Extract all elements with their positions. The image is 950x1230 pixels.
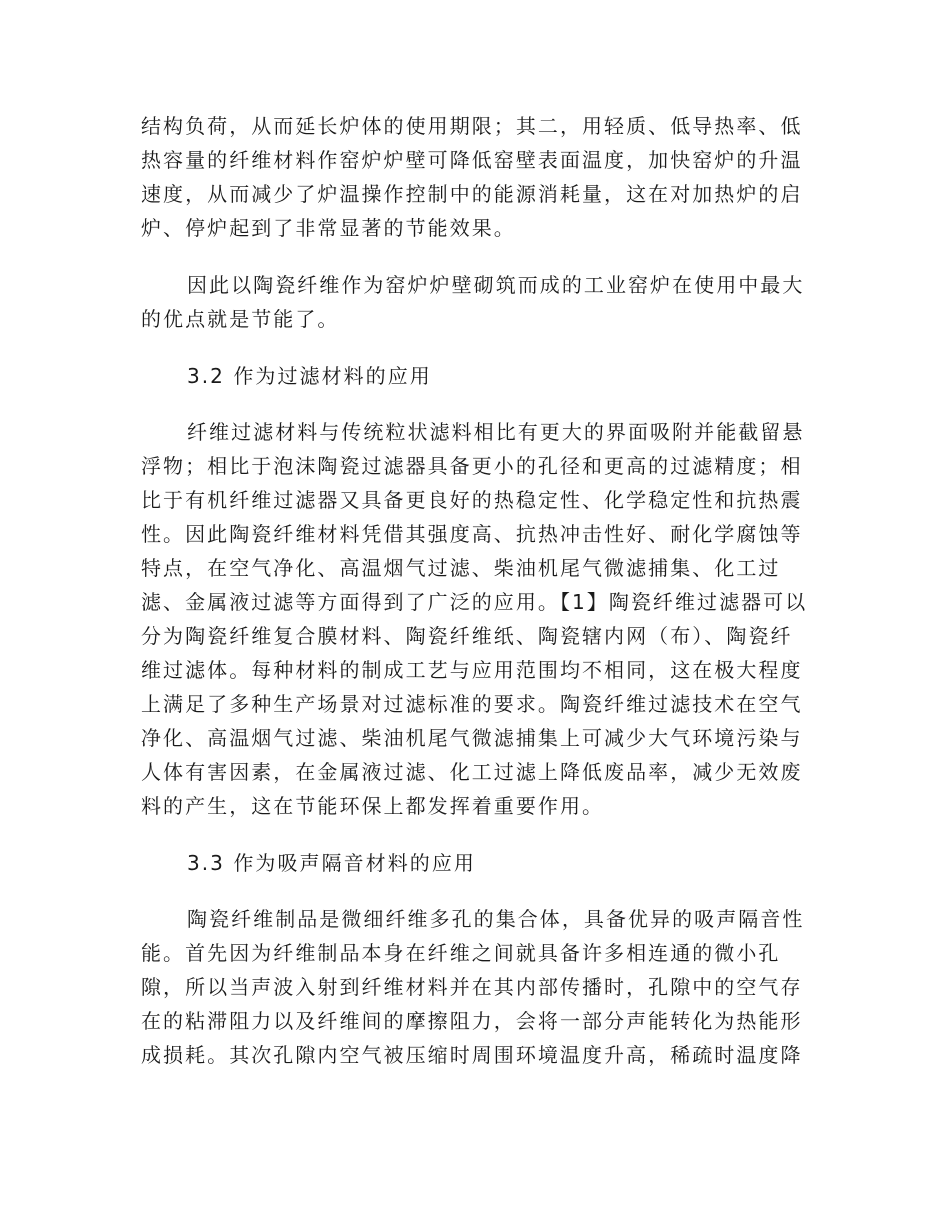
- paragraph: [141, 268, 809, 336]
- heading-text: 3.2 作为过滤材料的应用: [187, 364, 432, 388]
- text-line: 料的产生，这在节能环保上都发挥着重要作用。: [141, 794, 605, 818]
- heading-text: 3.3 作为吸声隔音材料的应用: [187, 851, 476, 875]
- text-line: 成损耗。其次孔隙内空气被压缩时周围环境温度升高，稀疏时温度降: [141, 1043, 803, 1067]
- text-line: 上满足了多种生产场景对过滤标准的要求。陶瓷纤维过滤技术在空气: [141, 692, 803, 716]
- document-page: [141, 109, 809, 1072]
- section-heading: [141, 359, 809, 393]
- text-line: 热容量的纤维材料作窑炉炉壁可降低窑壁表面温度，加快窑炉的升温: [141, 148, 803, 172]
- text-line: 炉、停炉起到了非常显著的节能效果。: [141, 216, 516, 240]
- text-line: 速度，从而减少了炉温操作控制中的能源消耗量，这在对加热炉的启: [141, 182, 803, 206]
- section-heading: [141, 846, 809, 880]
- text-line: 能。首先因为纤维制品本身在纤维之间就具备许多相连通的微小孔: [141, 941, 781, 965]
- text-line: 性。因此陶瓷纤维材料凭借其强度高、抗热冲击性好、耐化学腐蚀等: [141, 522, 803, 546]
- text-line: 的优点就是节能了。: [141, 307, 340, 331]
- text-line: 在的粘滞阻力以及纤维间的摩擦阻力，会将一部分声能转化为热能形: [141, 1009, 803, 1033]
- text-line: 比于有机纤维过滤器又具备更良好的热稳定性、化学稳定性和抗热震: [141, 488, 803, 512]
- text-line: 纤维过滤材料与传统粒状滤料相比有更大的界面吸附并能截留悬: [187, 420, 805, 444]
- text-line: 净化、高温烟气过滤、柴油机尾气微滤捕集上可减少大气环境污染与: [141, 726, 803, 750]
- paragraph: [141, 415, 809, 823]
- text-line: 分为陶瓷纤维复合膜材料、陶瓷纤维纸、陶瓷辖内网（布）、陶瓷纤: [141, 624, 793, 648]
- text-line: 隙，所以当声波入射到纤维材料并在其内部传播时，孔隙中的空气存: [141, 975, 803, 999]
- text-line: 陶瓷纤维制品是微细纤维多孔的集合体，具备优异的吸声隔音性: [187, 907, 805, 931]
- text-line: 人体有害因素，在金属液过滤、化工过滤上降低废品率，减少无效废: [141, 760, 803, 784]
- text-line: 滤、金属液过滤等方面得到了广泛的应用。【1】陶瓷纤维过滤器可以: [141, 590, 808, 614]
- text-line: 维过滤体。每种材料的制成工艺与应用范围均不相同，这在极大程度: [141, 658, 803, 682]
- text-line: 浮物；相比于泡沫陶瓷过滤器具备更小的孔径和更高的过滤精度；相: [141, 454, 803, 478]
- text-line: 特点，在空气净化、高温烟气过滤、柴油机尾气微滤捕集、化工过: [141, 556, 781, 580]
- text-line: 因此以陶瓷纤维作为窑炉炉壁砌筑而成的工业窑炉在使用中最大: [187, 273, 805, 297]
- text-line: 结构负荷，从而延长炉体的使用期限；其二，用轻质、低导热率、低: [141, 114, 803, 138]
- paragraph: [141, 902, 809, 1072]
- paragraph: [141, 109, 809, 245]
